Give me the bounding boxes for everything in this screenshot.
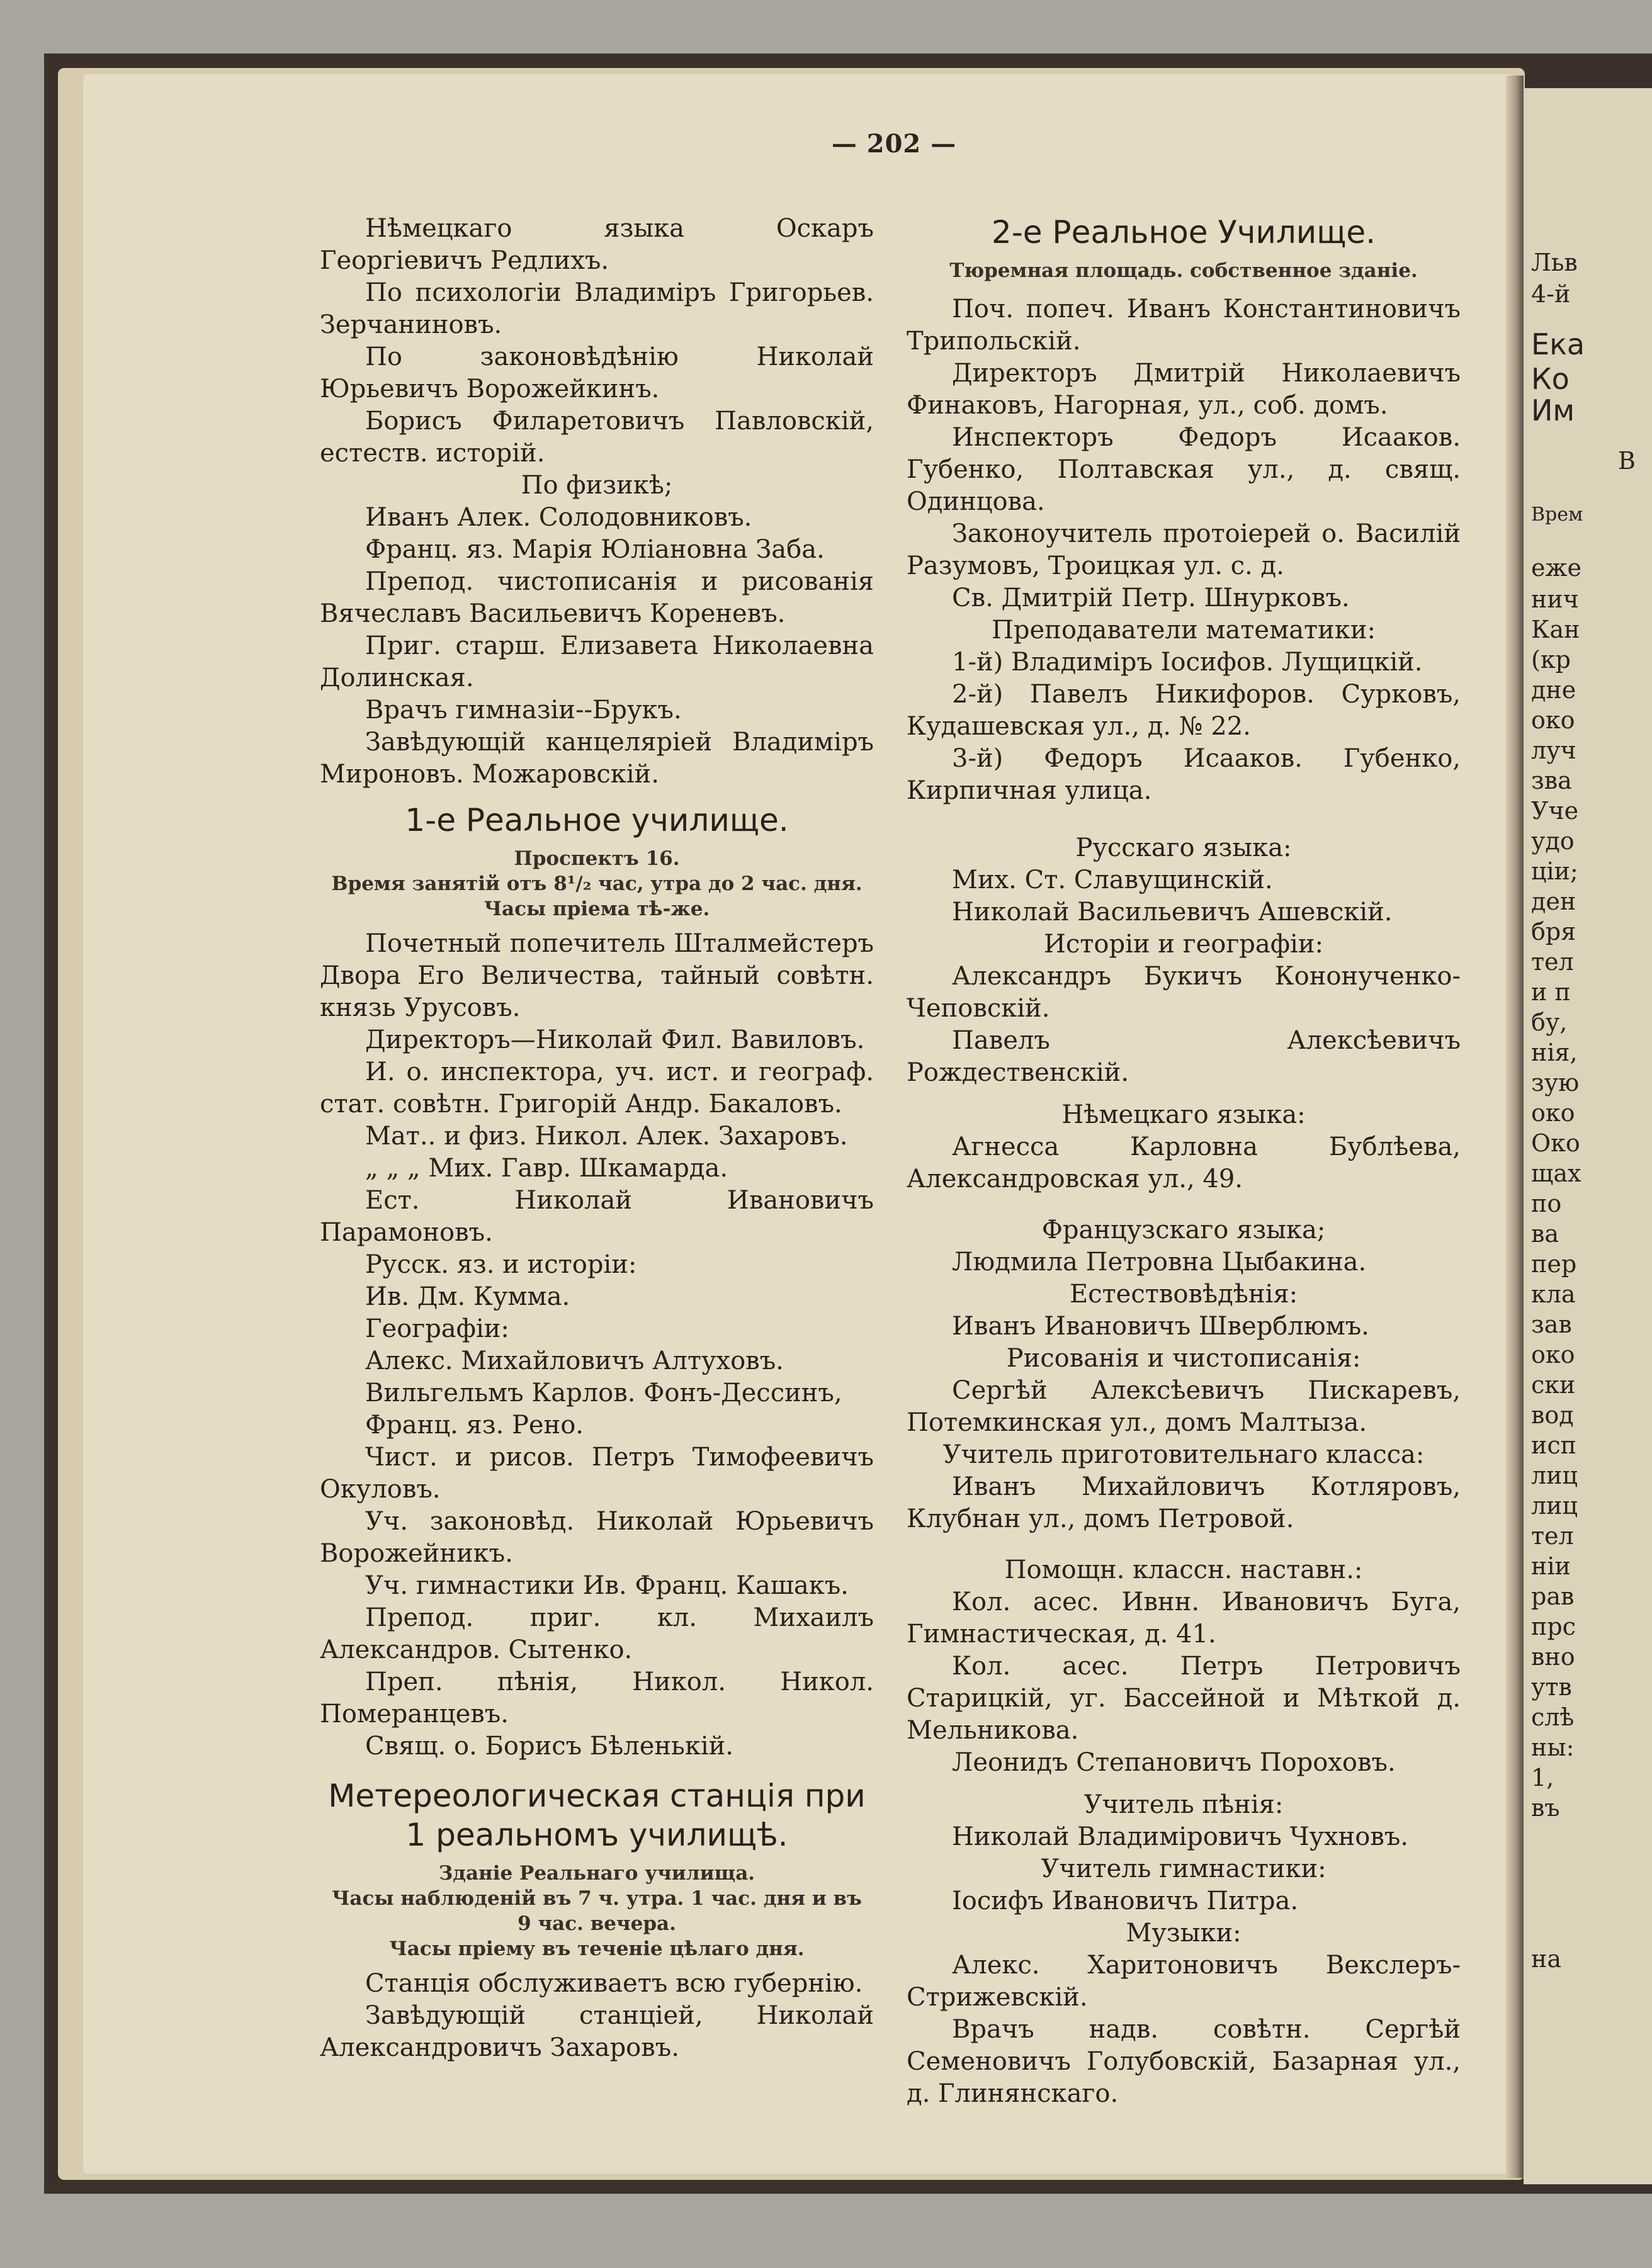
list-item: Ив. Дм. Кумма.	[365, 1282, 570, 1311]
list-item: Алекс. Харитоновичъ Векслеръ-Стрижевскій.	[907, 1951, 1461, 2012]
text-line: Препод. чистописанія и рисованія Вячеславъ Васильевичъ Кореневъ.	[320, 567, 874, 628]
list-item: Инспекторъ Федоръ Исааков. Губенко, Полтавская ул., д. свящ. Одинцова.	[907, 423, 1461, 516]
list-item: Иванъ Михайловичъ Котляровъ, Клубнан ул., домъ Петровой.	[907, 1472, 1461, 1533]
adjacent-page-fragment: тел	[1531, 948, 1574, 976]
adjacent-page-fragment: еже	[1531, 554, 1581, 582]
adjacent-page-fragment: луч	[1531, 736, 1576, 764]
text-line: Врачъ гимназіи--Брукъ.	[365, 696, 682, 725]
math-teachers-list	[907, 646, 1461, 807]
adjacent-page-fragment: утв	[1531, 1673, 1572, 1701]
adjacent-page-fragment: въ	[1531, 1794, 1560, 1822]
adjacent-page-fragment: тел	[1531, 1522, 1574, 1550]
list-item: 1-й) Владиміръ Іосифов. Лущицкій.	[952, 648, 1423, 677]
list-item: Николай Владиміровичъ Чухновъ.	[952, 1822, 1409, 1851]
text-line: Станція обслуживаетъ всю губернію.	[365, 1969, 863, 1998]
meteo-hours-1: Часы наблюденій въ 7 ч. утра. 1 час. дня и въ	[332, 1887, 862, 1910]
list-item: Александръ Букичъ Кононученко-Чеповскій.	[907, 962, 1461, 1023]
adjacent-page-fragment: око	[1531, 1341, 1575, 1368]
subheading-assistants: Помощн. классн. наставн.:	[1004, 1555, 1363, 1584]
list-item: „ „ „ Мих. Гавр. Шкамарда.	[365, 1154, 728, 1183]
adjacent-page-fragment: нич	[1531, 585, 1579, 613]
list-item: Мат.. и физ. Никол. Алек. Захаровъ.	[365, 1122, 848, 1151]
list-item: Директоръ Дмитрій Николаевичъ Финаковъ, Нагорная, ул., соб. домъ.	[907, 359, 1461, 420]
list-item: Вильгельмъ Карлов. Фонъ-Дессинъ,	[365, 1379, 842, 1408]
list-item: И. о. инспектора, уч. ист. и географ. стат. совѣтн. Григорій Андр. Бакаловъ.	[320, 1058, 874, 1119]
subheading-gym: Учитель гимнастики:	[1041, 1854, 1327, 1883]
subheading-singing: Учитель пѣнія:	[1083, 1790, 1284, 1819]
adjacent-page-fragment: кла	[1531, 1280, 1576, 1308]
list-item: Ест. Николай Ивановичъ Парамоновъ.	[320, 1186, 874, 1247]
list-item: Иванъ Ивановичъ Шверблюмъ.	[952, 1312, 1369, 1341]
list-item: Почетный попечитель Шталмейстеръ Двора Его Величества, тайный совѣтн. князь Урусовъ.	[320, 929, 874, 1022]
meteo-reception: Часы пріему въ теченіе цѣлаго дня.	[389, 1938, 805, 1960]
meteo-building: Зданіе Реальнаго училища.	[438, 1862, 755, 1885]
adjacent-page-fragment: пер	[1531, 1250, 1577, 1278]
adjacent-page-fragment: Ека	[1531, 327, 1585, 361]
real1-hours: Время занятій отъ 8¹/₂ час, утра до 2 час. дня.	[331, 872, 863, 895]
adjacent-page-fragment: Им	[1531, 393, 1575, 427]
adjacent-page-fragment: по	[1531, 1190, 1562, 1217]
list-item: Русск. яз. и исторіи:	[365, 1250, 637, 1279]
adjacent-page-fragment: око	[1531, 706, 1575, 734]
text-line: Нѣмецкаго языка Оскаръ Георгіевичъ Редлихъ.	[320, 214, 874, 275]
text-line: Приг. старш. Елизавета Николаевна Долинская.	[320, 631, 874, 692]
adjacent-page-fragment: слѣ	[1531, 1703, 1575, 1731]
adjacent-page-fragment: лиц	[1531, 1462, 1578, 1489]
list-item: Николай Васильевичъ Ашевскій.	[952, 898, 1393, 927]
section-title-real1: 1-е Реальное училище.	[405, 802, 789, 838]
real2-staff-list	[907, 293, 1461, 614]
adjacent-page-fragment: лиц	[1531, 1492, 1578, 1520]
adjacent-page-fragment: Кан	[1531, 616, 1580, 643]
subheading-french: Французскаго языка;	[1041, 1216, 1326, 1244]
adjacent-page-fragment: бу,	[1531, 1008, 1568, 1036]
text-line: Борисъ Филаретовичъ Павловскій, естеств. исторій.	[320, 407, 874, 468]
russian-teachers-list	[907, 864, 1461, 928]
text-line: Завѣдующій канцеляріей Владиміръ Мироновъ. Можаровскій.	[320, 728, 874, 789]
left-column	[320, 213, 874, 2064]
adjacent-page-fragment: Врем	[1531, 504, 1583, 526]
list-item: Франц. яз. Рено.	[365, 1411, 584, 1440]
adjacent-page-fragment: В	[1618, 447, 1636, 475]
gym-teachers-list	[907, 1885, 1461, 1917]
list-item: Врачъ надв. совѣтн. Сергѣй Семеновичъ Голубовскій, Базарная ул., д. Глинянскаго.	[907, 2015, 1461, 2108]
adjacent-page-fragment: ны:	[1531, 1734, 1575, 1761]
subheading-physics: По физикѣ;	[521, 471, 673, 500]
real1-staff-list	[320, 928, 874, 1763]
list-item: Поч. попеч. Иванъ Константиновичъ Трипольскій.	[907, 295, 1461, 356]
german-teachers-list	[907, 1131, 1461, 1195]
real1-reception: Часы пріема тѣ-же.	[484, 898, 710, 920]
section-title-real2: 2-е Реальное Училище.	[991, 214, 1376, 251]
list-item: Законоучитель протоіерей о. Василій Разумовъ, Троицкая ул. с. д.	[907, 519, 1461, 580]
adjacent-page-fragment: Око	[1531, 1129, 1580, 1157]
list-item: Павелъ Алексѣевичъ Рождественскій.	[907, 1026, 1461, 1087]
right-column	[907, 213, 1461, 2110]
list-item: Кол. асес. Ивнн. Ивановичъ Буга, Гимнастическая, д. 41.	[907, 1588, 1461, 1649]
book-gutter	[1506, 76, 1524, 2178]
subheading-russian: Русскаго языка:	[1075, 833, 1292, 862]
text-line: По законовѣдѣнію Николай Юрьевичъ Ворожейкинъ.	[320, 342, 874, 403]
adjacent-page-fragment: вод	[1531, 1401, 1574, 1429]
adjacent-page-fragment: зав	[1531, 1311, 1572, 1338]
prep-teachers-list	[907, 1471, 1461, 1535]
adjacent-page-fragment: ніи	[1531, 1552, 1571, 1580]
adjacent-page-fragment: удо	[1531, 827, 1575, 855]
meteo-hours-2: 9 час. вечера.	[518, 1912, 676, 1935]
list-item: Свящ. о. Борисъ Бѣленькій.	[365, 1732, 733, 1761]
adjacent-page-fragment: зую	[1531, 1069, 1580, 1097]
adjacent-page-fragment: бря	[1531, 918, 1576, 945]
list-item: Географіи:	[365, 1314, 509, 1343]
list-item: Іосифъ Ивановичъ Питра.	[952, 1887, 1299, 1915]
subheading-german: Нѣмецкаго языка:	[1061, 1100, 1306, 1129]
adjacent-page-fragment: ден	[1531, 888, 1576, 915]
french-teachers-list	[907, 1246, 1461, 1278]
section-title-meteo-1: Метереологическая станція при	[328, 1778, 866, 1814]
adjacent-page-fragment: ва	[1531, 1220, 1559, 1248]
adjacent-page-fragment: исп	[1531, 1431, 1576, 1459]
list-item: Препод. приг. кл. Михаилъ Александров. Сытенко.	[320, 1603, 874, 1664]
adjacent-page-fragment: ціи;	[1531, 857, 1578, 885]
list-item: 3-й) Федоръ Исааков. Губенко, Кирпичная улица.	[907, 744, 1461, 805]
adjacent-page-fragment: ски	[1531, 1371, 1576, 1399]
subheading-drawing: Рисованія и чистописанія:	[1006, 1344, 1361, 1373]
adjacent-page-fragment: на	[1531, 1945, 1561, 1973]
list-item: Уч. гимнастики Ив. Франц. Кашакъ.	[365, 1571, 849, 1600]
list-item: Чист. и рисов. Петръ Тимофеевичъ Окуловъ.	[320, 1443, 874, 1504]
adjacent-page-fragment: зва	[1531, 767, 1572, 794]
singing-teachers-list	[907, 1821, 1461, 1853]
adjacent-page-fragment: (кр	[1531, 646, 1571, 674]
history-teachers-list	[907, 961, 1461, 1089]
list-item: Мих. Ст. Славущинскій.	[952, 866, 1273, 894]
subheading-nature: Естествовѣдѣнія:	[1069, 1280, 1298, 1309]
adjacent-page-fragment: око	[1531, 1099, 1575, 1127]
list-item: 2-й) Павелъ Никифоров. Сурковъ, Кудашевская ул., д. № 22.	[907, 680, 1461, 741]
list-item: Кол. асес. Петръ Петровичъ Старицкій, уг. Бассейной и Мѣткой д. Мельникова.	[907, 1652, 1461, 1745]
assistants-list	[907, 1586, 1461, 1779]
list-item: Преп. пѣнія, Никол. Никол. Померанцевъ.	[320, 1667, 874, 1729]
list-item: Уч. законовѣд. Николай Юрьевичъ Ворожейникъ.	[320, 1507, 874, 1568]
adjacent-page-fragment: щах	[1531, 1159, 1581, 1187]
adjacent-page	[1524, 88, 1652, 2184]
list-item: Агнесса Карловна Бублѣева, Александровская ул., 49.	[907, 1132, 1461, 1193]
text-line: По психологіи Владиміръ Григорьев. Зерчаниновъ.	[320, 278, 874, 339]
nature-teachers-list	[907, 1311, 1461, 1343]
adjacent-page-fragment: Уче	[1531, 797, 1579, 825]
list-item: Алекс. Михайловичъ Алтуховъ.	[365, 1346, 784, 1375]
adjacent-page-fragment: вно	[1531, 1643, 1575, 1671]
adjacent-page-fragment: 1,	[1531, 1764, 1554, 1791]
text-line: Завѣдующій станціей, Николай Александровичъ Захаровъ.	[320, 2001, 874, 2062]
text-line: Франц. яз. Марія Юліановна Заба.	[365, 535, 825, 564]
real2-address: Тюремная площадь. собственное зданіе.	[949, 259, 1418, 282]
list-item: Людмила Петровна Цыбакина.	[952, 1248, 1367, 1277]
text-line: Иванъ Алек. Солодовниковъ.	[365, 503, 752, 532]
adjacent-page-fragment: 4-й	[1531, 280, 1571, 308]
list-item: Св. Дмитрій Петр. Шнурковъ.	[952, 584, 1350, 612]
subheading-math: Преподаватели математики:	[992, 616, 1376, 645]
adjacent-page-fragment: и п	[1531, 978, 1571, 1006]
list-item: Директоръ—Николай Фил. Вавиловъ.	[365, 1025, 865, 1054]
adjacent-page-fragment: рав	[1531, 1583, 1575, 1610]
adjacent-page-fragment: дне	[1531, 676, 1576, 704]
list-item: Леонидъ Степановичъ Пороховъ.	[952, 1748, 1396, 1777]
adjacent-page-fragment: Льв	[1531, 249, 1578, 276]
adjacent-page-fragment: прс	[1531, 1613, 1576, 1640]
list-item: Сергѣй Алексѣевичъ Пискаревъ, Потемкинская ул., домъ Малтыза.	[907, 1376, 1461, 1437]
subheading-prep: Учитель приготовительнаго класса:	[942, 1440, 1425, 1469]
page-number: — 202 —	[831, 129, 957, 159]
adjacent-page-fragment: нія,	[1531, 1039, 1578, 1066]
music-teachers-list	[907, 1949, 1461, 2110]
real1-address: Проспектъ 16.	[514, 847, 680, 870]
drawing-teachers-list	[907, 1375, 1461, 1439]
section-title-meteo-2: 1 реальномъ училищѣ.	[405, 1817, 788, 1853]
subheading-music: Музыки:	[1126, 1919, 1242, 1948]
adjacent-page-fragment: Ко	[1531, 362, 1570, 396]
subheading-history: Исторіи и географіи:	[1043, 930, 1323, 959]
